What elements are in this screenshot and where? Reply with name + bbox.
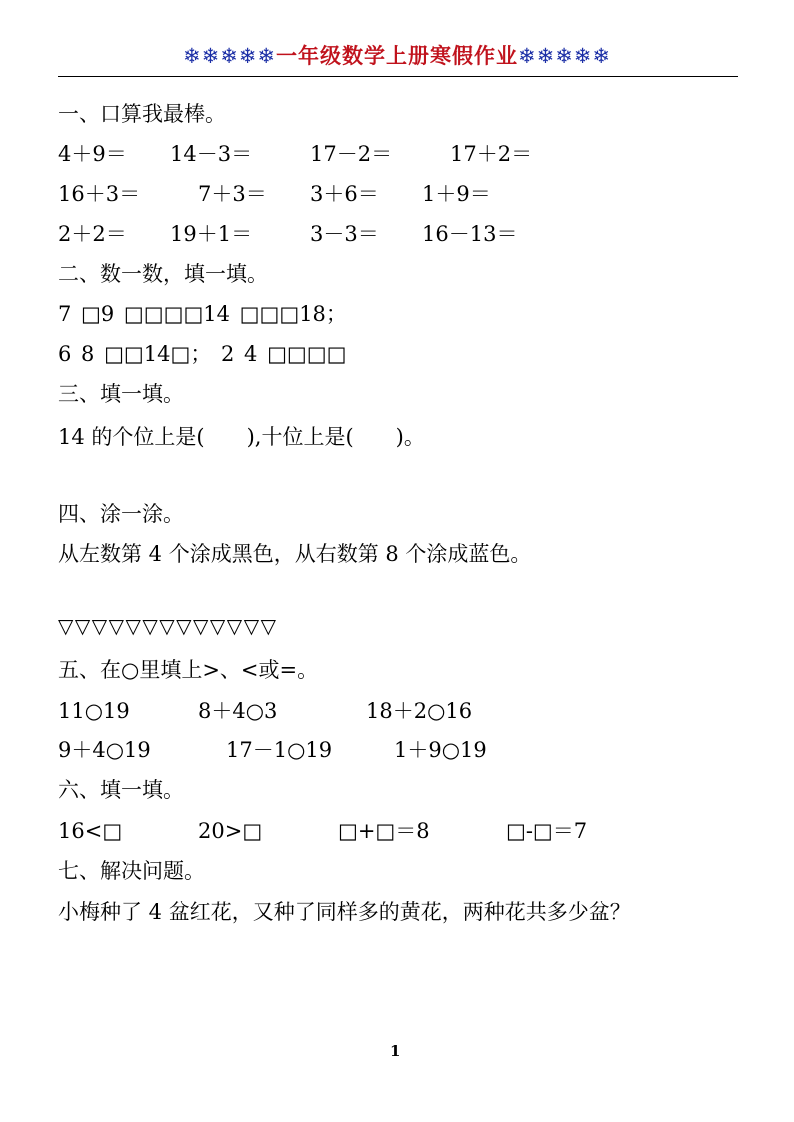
snowflake-decoration-right: ❄❄❄❄❄ bbox=[518, 44, 611, 68]
section-6-heading: 六、填一填。 bbox=[58, 778, 184, 802]
page-number: 1 bbox=[390, 1042, 401, 1060]
section-5-heading: 五、在○里填上>、<或=。 bbox=[58, 658, 319, 682]
comparison-cell: 18＋2○16 bbox=[366, 699, 473, 723]
fill-in-item: □-□＝7 bbox=[506, 819, 588, 843]
problem-cell: 17＋2＝ bbox=[450, 142, 533, 166]
coloring-instruction: 从左数第 4 个涂成黑色，从右数第 8 个涂成蓝色。 bbox=[58, 542, 532, 566]
comparison-cell: 11○19 bbox=[58, 699, 130, 723]
comparison-cell: 8＋4○3 bbox=[198, 699, 278, 723]
section-7-heading: 七、解决问题。 bbox=[58, 859, 205, 883]
section-1-heading: 一、口算我最棒。 bbox=[58, 102, 226, 126]
problem-cell: 16－13＝ bbox=[422, 222, 518, 246]
problem-cell: 19＋1＝ bbox=[170, 222, 253, 246]
section-2-heading: 二、数一数，填一填。 bbox=[58, 262, 268, 286]
comparison-cell: 9＋4○19 bbox=[58, 738, 151, 762]
page-title bbox=[0, 40, 794, 70]
problem-cell: 3＋6＝ bbox=[310, 182, 379, 206]
triangle-row: ▽▽▽▽▽▽▽▽▽▽▽▽▽ bbox=[58, 614, 278, 638]
fill-in-item: 16<□ bbox=[58, 819, 123, 843]
problem-cell: 2＋2＝ bbox=[58, 222, 127, 246]
title-text: 一年级数学上册寒假作业 bbox=[276, 44, 518, 68]
place-value-question: 14 的个位上是( ),十位上是( )。 bbox=[58, 425, 425, 449]
problem-cell: 1＋9＝ bbox=[422, 182, 491, 206]
header-divider bbox=[58, 76, 738, 77]
comparison-cell: 17－1○19 bbox=[226, 738, 333, 762]
problem-cell: 14－3＝ bbox=[170, 142, 253, 166]
problem-cell: 3－3＝ bbox=[310, 222, 379, 246]
number-sequence-1: 7 □9 □□□□14 □□□18； bbox=[58, 302, 347, 326]
problem-cell: 7＋3＝ bbox=[198, 182, 267, 206]
fill-in-item: □+□＝8 bbox=[338, 819, 430, 843]
section-3-heading: 三、填一填。 bbox=[58, 382, 184, 406]
number-sequence-2: 6 8 □□14□； 2 4 □□□□ bbox=[58, 342, 347, 366]
word-problem: 小梅种了 4 盆红花，又种了同样多的黄花，两种花共多少盆？ bbox=[58, 900, 631, 924]
problem-cell: 16＋3＝ bbox=[58, 182, 141, 206]
problem-cell: 17－2＝ bbox=[310, 142, 393, 166]
snowflake-decoration-left: ❄❄❄❄❄ bbox=[183, 44, 276, 68]
comparison-cell: 1＋9○19 bbox=[394, 738, 487, 762]
section-4-heading: 四、涂一涂。 bbox=[58, 502, 184, 526]
problem-cell: 4＋9＝ bbox=[58, 142, 127, 166]
fill-in-item: 20>□ bbox=[198, 819, 263, 843]
